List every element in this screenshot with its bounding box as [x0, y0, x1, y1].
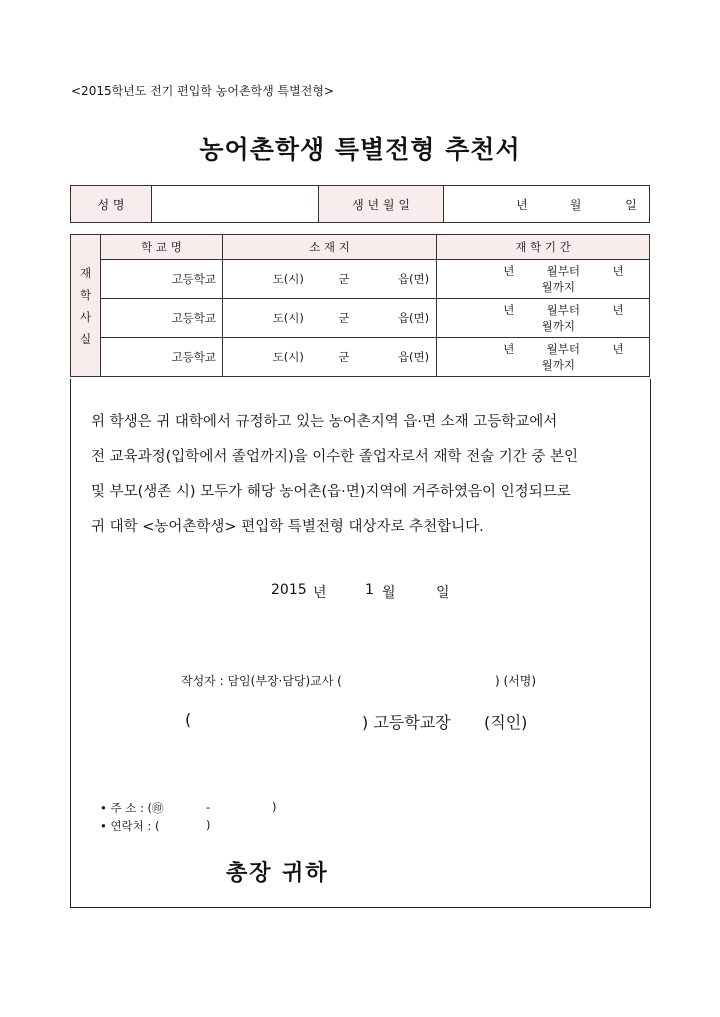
name-field[interactable]: [152, 186, 319, 223]
date-day-unit: 일: [436, 585, 450, 601]
school-sign-label: ) 고등학교장: [362, 713, 451, 732]
birth-year-unit: 년: [516, 197, 528, 212]
birth-day-unit: 일: [625, 197, 637, 212]
school-name-header: 학 교 명: [101, 235, 223, 260]
recommendation-text: [91, 405, 651, 545]
period-header: 재 학 기 간: [437, 235, 650, 260]
period-cell[interactable]: 년 월부터 년 월까지: [437, 338, 650, 377]
school-seal: (직인): [484, 713, 528, 732]
birth-month-unit: 월: [569, 197, 582, 212]
school-name-cell[interactable]: 고등학교: [101, 338, 223, 377]
author-sign-close: ) (서명): [495, 674, 537, 688]
date-year-unit: 년: [313, 585, 327, 601]
address-dash: -: [206, 800, 211, 814]
school-history-side-label: 재 학 사 실: [71, 235, 101, 377]
location-cell[interactable]: 도(시) 군 읍(면): [223, 338, 437, 377]
location-cell[interactable]: 도(시) 군 읍(면): [223, 260, 437, 299]
phone-label: • 연락처 : (: [100, 819, 160, 833]
school-name-cell[interactable]: 고등학교: [101, 299, 223, 338]
recommendation-line: 위 학생은 귀 대학에서 규정하고 있는 농어촌지역 읍·면 소재 고등학교에서: [91, 414, 558, 430]
period-cell[interactable]: 년 월부터 년 월까지: [437, 299, 650, 338]
location-header: 소 재 지: [223, 235, 437, 260]
info-table: [70, 185, 650, 223]
birth-field[interactable]: [444, 186, 650, 223]
name-label: 성 명: [71, 186, 152, 223]
closing-salutation: 총장 귀하: [226, 861, 329, 886]
birth-label: 생 년 월 일: [319, 186, 444, 223]
date-month-unit: 월: [382, 585, 396, 601]
date-year: 2015: [271, 582, 307, 598]
phone-close: ): [206, 818, 211, 832]
author-label: 작성자 : 담임(부장·담당)교사 (: [181, 674, 342, 688]
header-note: <2015학년도 전기 편입학 농어촌학생 특별전형>: [71, 84, 334, 98]
document-title: 농어촌학생 특별전형 추천서: [199, 135, 521, 164]
school-sign-open: (: [185, 710, 192, 729]
table-row: [71, 260, 650, 299]
address-close: ): [272, 800, 277, 814]
recommendation-line: 귀 대학 <농어촌학생> 편입학 특별전형 대상자로 추천합니다.: [91, 519, 484, 535]
table-row: [71, 299, 650, 338]
recommendation-line: 전 교육과정(입학에서 졸업까지)을 이수한 졸업자로서 재학 전술 기간 중 본인: [91, 449, 579, 465]
location-cell[interactable]: 도(시) 군 읍(면): [223, 299, 437, 338]
school-history-table: [70, 234, 650, 377]
period-cell[interactable]: 년 월부터 년 월까지: [437, 260, 650, 299]
table-row: [71, 338, 650, 377]
recommendation-line: 및 부모(생존 시) 모두가 해당 농어촌(읍·면)지역에 거주하였음이 인정되므로: [91, 484, 571, 500]
date-month: 1: [365, 582, 374, 598]
address-label: • 주 소 : (㊞: [100, 801, 164, 815]
school-name-cell[interactable]: 고등학교: [101, 260, 223, 299]
